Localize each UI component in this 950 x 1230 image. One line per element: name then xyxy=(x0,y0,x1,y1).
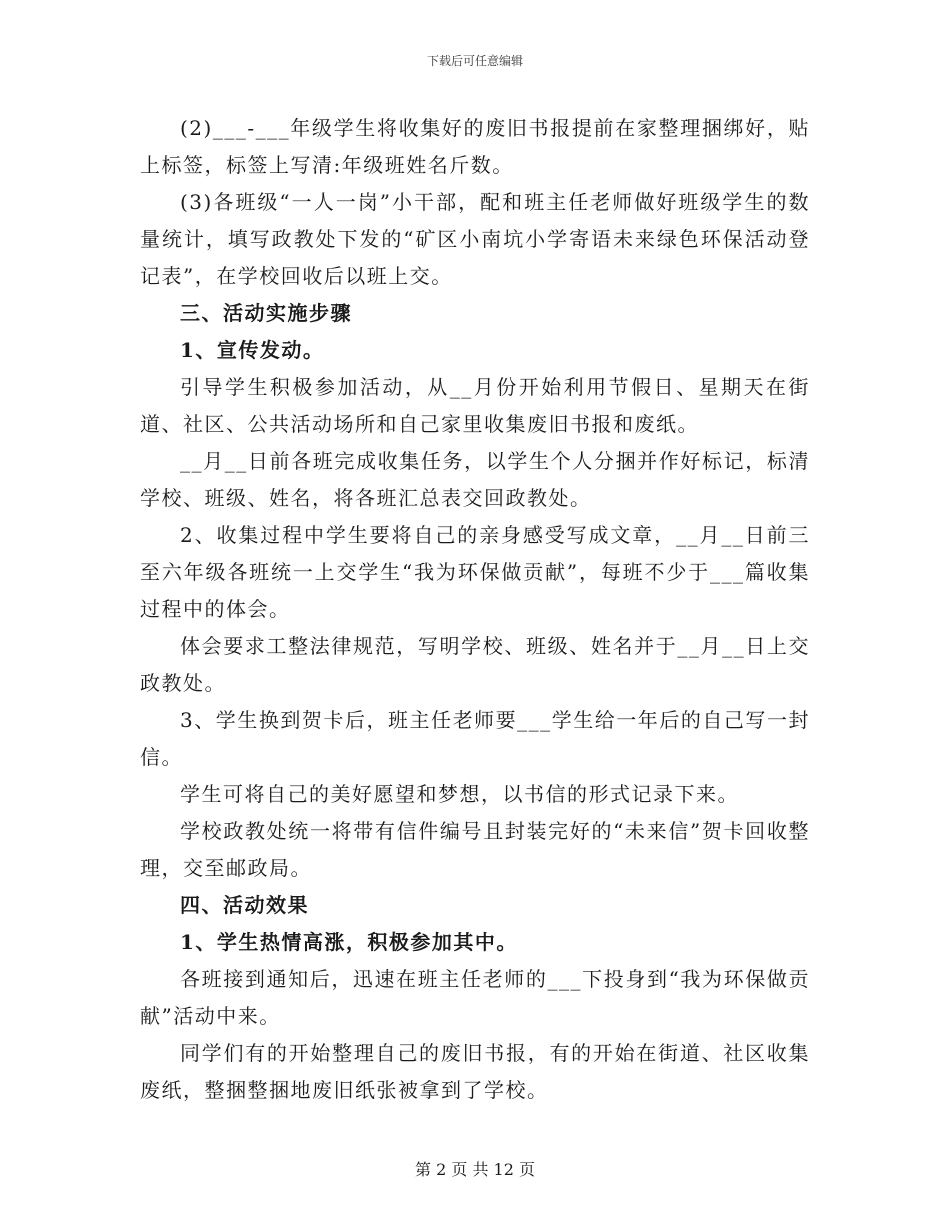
section-heading: 四、活动效果 xyxy=(180,893,309,917)
page-number: 第 2 页 共 12 页 xyxy=(415,1160,535,1179)
paragraph: 3、学生换到贺卡后，班主任老师要___学生给一年后的自己写一封信。 xyxy=(140,708,810,769)
section-heading: 三、活动实施步骤 xyxy=(180,301,352,325)
paragraph: 各班接到通知后，迅速在班主任老师的___下投身到“我为环保做贡献”活动中来。 xyxy=(140,967,810,1028)
paragraph: (3)各班级“一人一岗”小干部，配和班主任老师做好班级学生的数量统计，填写政教处下发的“矿区小南坑小学寄语未来绿色环保活动登记表”，在学校回收后以班上交。 xyxy=(140,190,810,288)
paragraph: __月__日前各班完成收集任务，以学生个人分捆并作好标记，标清学校、班级、姓名，将各班汇总表交回政教处。 xyxy=(140,449,810,510)
paragraph: (2)___-___年级学生将收集好的废旧书报提前在家整理捆绑好，贴上标签，标签上写清:年级班姓名斤数。 xyxy=(140,116,810,177)
paragraph: 同学们有的开始整理自己的废旧书报，有的开始在街道、社区收集废纸，整捆整捆地废旧纸张被拿到了学校。 xyxy=(140,1041,810,1102)
paragraph: 体会要求工整法律规范，写明学校、班级、姓名并于__月__日上交政教处。 xyxy=(140,634,810,695)
page-header: 下载后可任意编辑 xyxy=(426,54,523,68)
document-body xyxy=(140,110,810,1109)
subsection-heading: 1、宣传发动。 xyxy=(180,338,325,362)
paragraph: 引导学生积极参加活动，从__月份开始利用节假日、星期天在街道、社区、公共活动场所和自己家里收集废旧书报和废纸。 xyxy=(140,375,810,436)
paragraph: 学校政教处统一将带有信件编号且封装完好的“未来信”贺卡回收整理，交至邮政局。 xyxy=(140,819,810,880)
subsection-heading: 1、学生热情高涨，积极参加其中。 xyxy=(180,930,518,954)
paragraph: 2、收集过程中学生要将自己的亲身感受写成文章，__月__日前三至六年级各班统一上交学生“我为环保做贡献”，每班不少于___篇收集过程中的体会。 xyxy=(140,523,810,621)
paragraph: 学生可将自己的美好愿望和梦想，以书信的形式记录下来。 xyxy=(180,782,739,806)
